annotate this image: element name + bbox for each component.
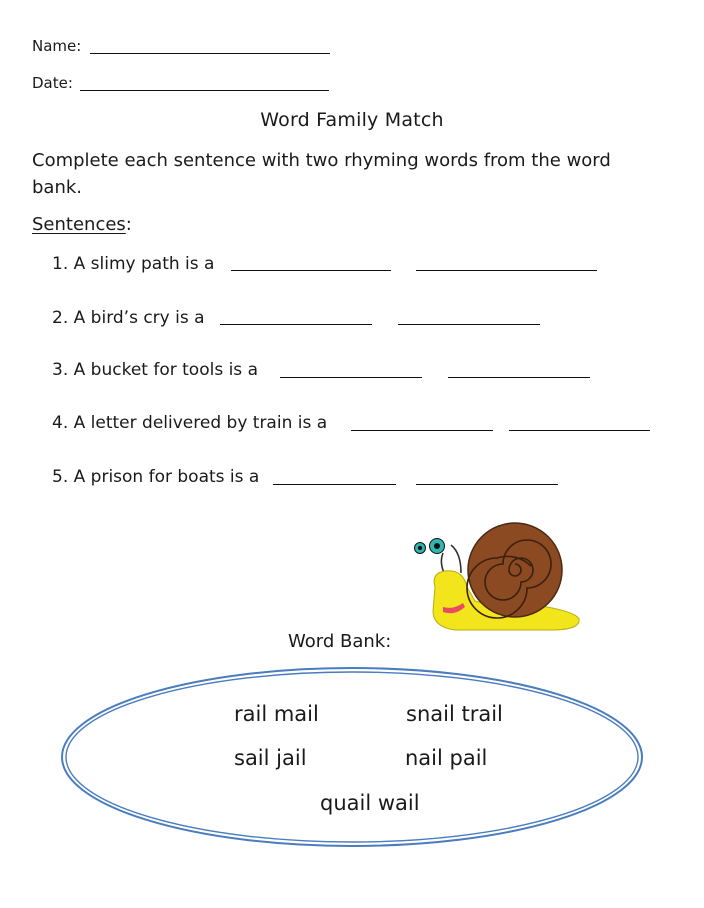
sentences-heading bbox=[32, 214, 132, 236]
sentence-5 bbox=[52, 466, 259, 488]
sentences-heading-label: Sentences bbox=[32, 214, 126, 235]
sentence-number: 2. bbox=[52, 308, 69, 328]
instructions: Complete each sentence with two rhyming words from the word bank. bbox=[32, 150, 611, 198]
word-bank-word: sail jail bbox=[234, 746, 307, 770]
answer-blank-4b[interactable] bbox=[509, 430, 650, 431]
answer-blank-1b[interactable] bbox=[416, 270, 597, 271]
answer-blank-2a[interactable] bbox=[220, 324, 372, 325]
word-bank-word: nail pail bbox=[405, 746, 488, 770]
sentence-text: A prison for boats is a bbox=[73, 467, 260, 487]
sentence-text: A slimy path is a bbox=[73, 254, 215, 274]
snail-icon bbox=[405, 515, 585, 635]
word-bank-title: Word Bank: bbox=[288, 631, 392, 652]
sentence-2 bbox=[52, 307, 205, 329]
sentence-1 bbox=[52, 253, 214, 275]
word-bank-word: rail mail bbox=[234, 702, 319, 726]
sentence-text: A letter delivered by train is a bbox=[73, 413, 328, 433]
word-bank-word: snail trail bbox=[406, 702, 503, 726]
page-title: Word Family Match bbox=[260, 109, 444, 131]
sentence-text: A bird’s cry is a bbox=[73, 308, 205, 328]
sentence-3 bbox=[52, 359, 258, 381]
answer-blank-5b[interactable] bbox=[416, 484, 558, 485]
date-label: Date: bbox=[32, 74, 73, 92]
answer-blank-2b[interactable] bbox=[398, 324, 540, 325]
name-label: Name: bbox=[32, 37, 82, 55]
date-field[interactable] bbox=[80, 90, 329, 91]
word-bank-word: quail wail bbox=[320, 791, 420, 815]
sentence-number: 5. bbox=[52, 467, 69, 487]
sentence-number: 1. bbox=[52, 254, 69, 274]
answer-blank-5a[interactable] bbox=[273, 484, 396, 485]
sentence-number: 3. bbox=[52, 360, 69, 380]
answer-blank-3b[interactable] bbox=[448, 377, 590, 378]
sentence-text: A bucket for tools is a bbox=[73, 360, 258, 380]
answer-blank-3a[interactable] bbox=[280, 377, 422, 378]
sentences-heading-colon: : bbox=[125, 214, 132, 235]
word-bank-oval bbox=[58, 664, 646, 850]
sentence-4 bbox=[52, 412, 327, 434]
answer-blank-4a[interactable] bbox=[351, 430, 493, 431]
answer-blank-1a[interactable] bbox=[231, 270, 391, 271]
sentence-number: 4. bbox=[52, 413, 69, 433]
name-field[interactable] bbox=[90, 53, 330, 54]
